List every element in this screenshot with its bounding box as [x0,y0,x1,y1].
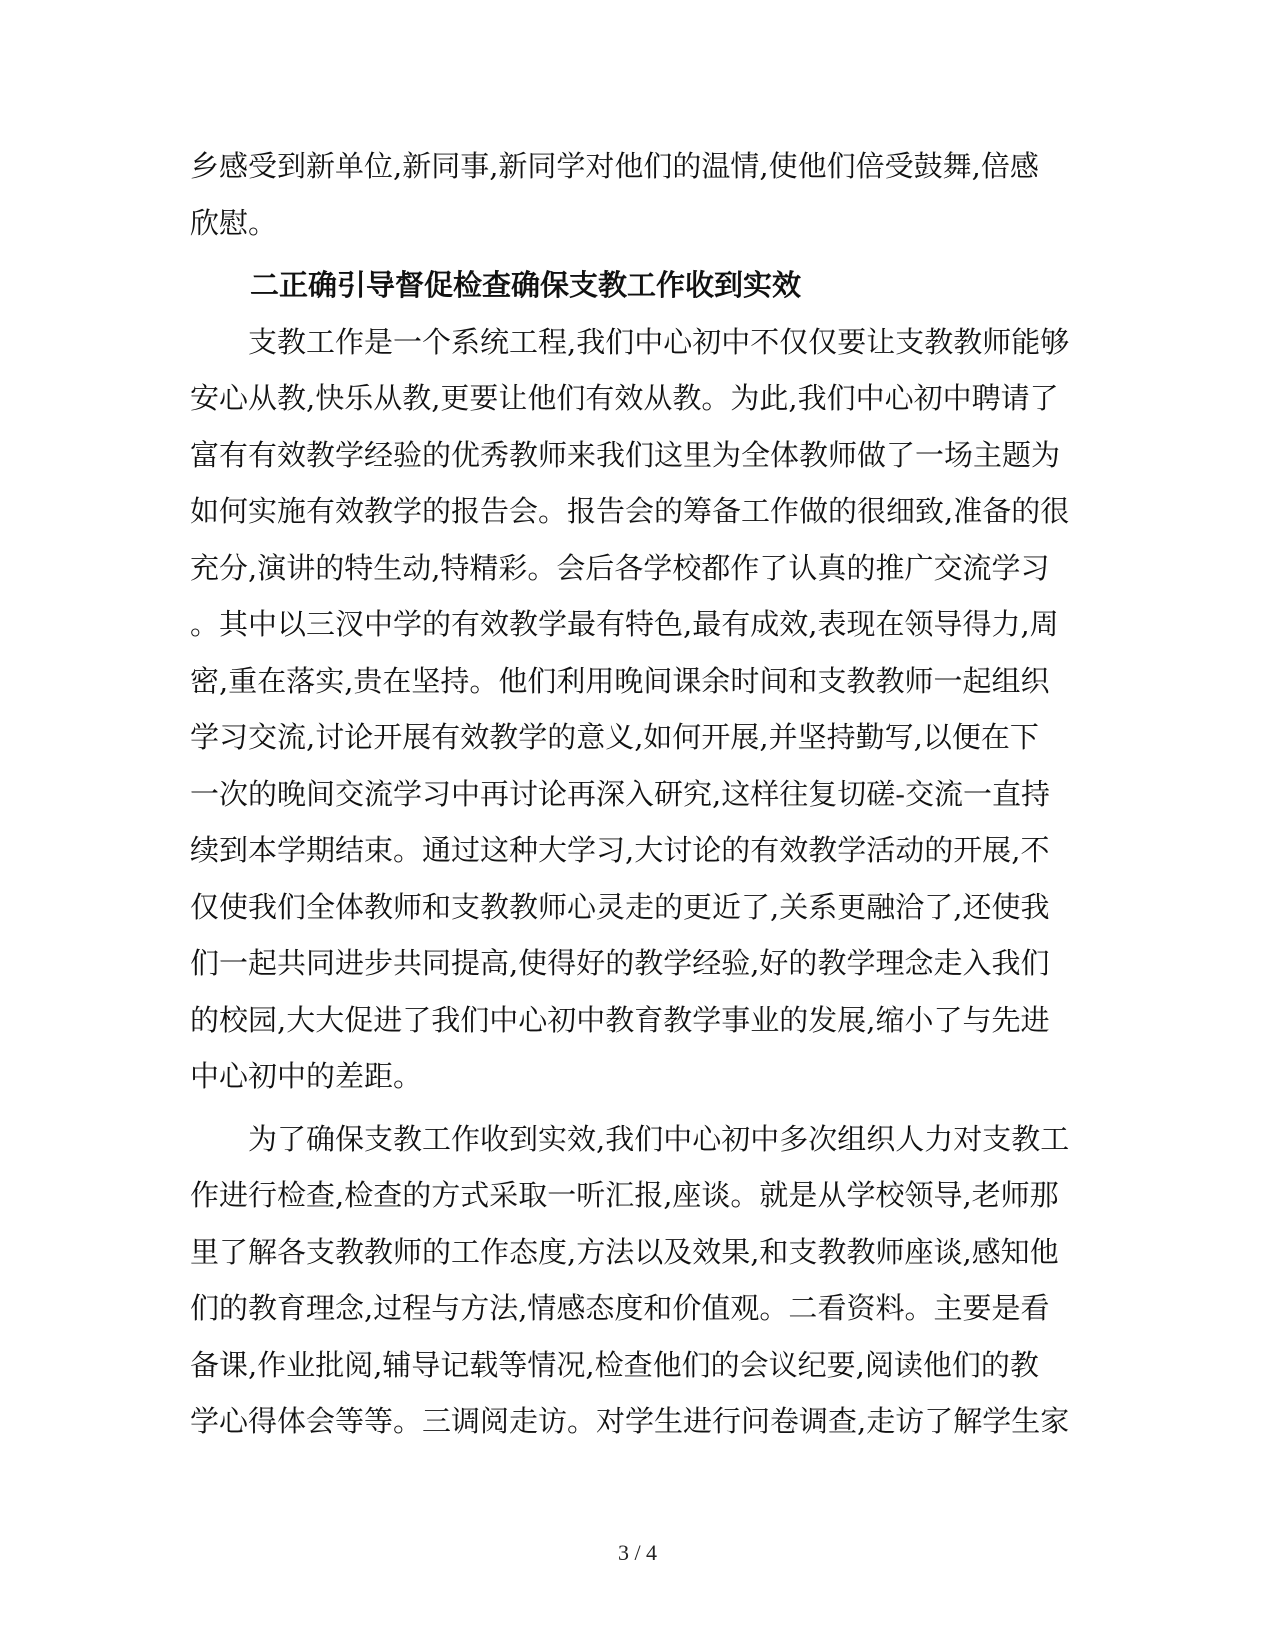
paragraph-body [190,1111,1090,1450]
page-number: 3 / 4 [617,1540,658,1565]
text-line: 备课,作业批阅,辅导记载等情况,检查他们的会议纪要,阅读他们的教 [190,1347,1039,1382]
text-line: 们一起共同进步共同提高,使得好的教学经验,好的教学理念走入我们 [190,946,1050,980]
document-body [190,138,1090,1450]
text-line: 密,重在落实,贵在坚持。他们利用晚间课余时间和支教教师一起组织 [190,663,1050,698]
text-line: 们的教育理念,过程与方法,情感态度和价值观。二看资料。主要是看 [190,1291,1050,1325]
text-line: 安心从教,快乐从教,更要让他们有效从教。为此,我们中心初中聘请了 [190,381,1059,415]
paragraph-continuation [190,138,1090,251]
text-line: 仅使我们全体教师和支教教师心灵走的更近了,关系更融洽了,还使我 [190,889,1050,924]
text-line: 学习交流,讨论开展有效教学的意义,如何开展,并坚持勤写,以便在下 [190,720,1039,754]
text-line: 如何实施有效教学的报告会。报告会的筹备工作做的很细致,准备的很 [190,494,1070,528]
text-line: 充分,演讲的特生动,特精彩。会后各学校都作了认真的推广交流学习 [190,550,1050,585]
paragraph-body [190,314,1090,1105]
text-line: 一次的晚间交流学习中再讨论再深入研究,这样往复切磋-交流一直持 [190,776,1051,811]
text-line: 作进行检查,检查的方式采取一听汇报,座谈。就是从学校领导,老师那 [190,1178,1059,1212]
text-line: 学心得体会等等。三调阅走访。对学生进行问卷调查,走访了解学生家 [190,1404,1070,1438]
text-line: 中心初中的差距。 [190,1059,423,1093]
text-line: 里了解各支教教师的工作态度,方法以及效果,和支教教师座谈,感知他 [190,1234,1059,1269]
text-line: 为了确保支教工作收到实效,我们中心初中多次组织人力对支教工 [190,1121,1070,1156]
text-line: 乡感受到新单位,新同事,新同学对他们的温情,使他们倍受鼓舞,倍感 [190,149,1039,183]
text-line: 续到本学期结束。通过这种大学习,大讨论的有效教学活动的开展,不 [190,833,1050,867]
text-line: 富有有效教学经验的优秀教师来我们这里为全体教师做了一场主题为 [190,437,1061,472]
text-line: 的校园,大大促进了我们中心初中教育教学事业的发展,缩小了与先进 [190,1002,1050,1037]
text-line: 欣慰。 [190,205,278,240]
text-line: 。其中以三汊中学的有效教学最有特色,最有成效,表现在领导得力,周 [190,607,1059,641]
section-heading: 二正确引导督促检查确保支教工作收到实效 [250,268,802,302]
text-line: 支教工作是一个系统工程,我们中心初中不仅仅要让支教教师能够 [190,324,1070,359]
